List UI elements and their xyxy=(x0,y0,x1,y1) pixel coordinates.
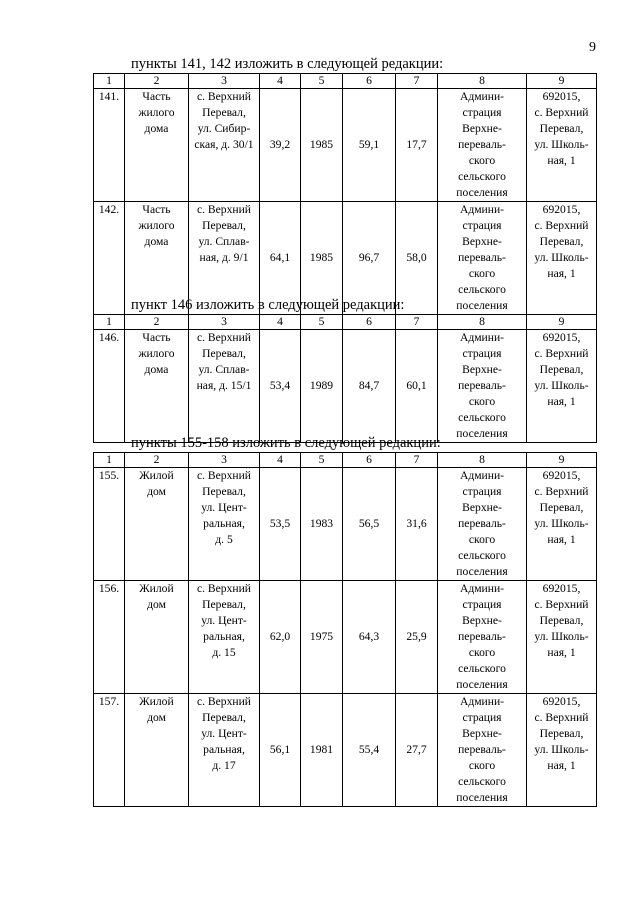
section-heading: пункты 155-158 изложить в следующей редакции: xyxy=(131,435,441,451)
column-number: 5 xyxy=(301,74,343,89)
property-table xyxy=(93,314,597,443)
owner-cell: Админи- страция Верхне- переваль- ского сельского поселения xyxy=(456,331,508,440)
object-type: Жилой дом xyxy=(139,469,174,498)
value-cell: 96,7 xyxy=(358,251,380,264)
owner-address-cell: 692015, с. Верхний Перевал, ул. Школь- ная, 1 xyxy=(534,469,589,546)
year-cell: 1985 xyxy=(309,251,334,264)
object-type: Часть жилого дома xyxy=(138,203,175,248)
object-type: Жилой дом xyxy=(139,695,174,724)
year-cell: 1985 xyxy=(309,138,334,151)
column-number: 3 xyxy=(189,315,260,330)
table-row xyxy=(94,694,597,807)
residual-value-cell: 27,7 xyxy=(406,743,427,756)
column-number: 2 xyxy=(125,315,189,330)
column-number: 9 xyxy=(527,74,597,89)
column-number: 7 xyxy=(396,74,438,89)
row-number: 156. xyxy=(98,582,120,595)
property-table xyxy=(93,452,597,807)
column-number: 4 xyxy=(260,453,301,468)
area-cell: 64,1 xyxy=(269,251,291,264)
owner-cell: Админи- страция Верхне- переваль- ского сельского поселения xyxy=(456,90,508,199)
row-number: 146. xyxy=(98,331,120,344)
column-number: 6 xyxy=(343,74,396,89)
year-cell: 1989 xyxy=(309,379,334,392)
object-address: с. Верхний Перевал, ул. Цент- ральная, д. 5 xyxy=(196,469,252,546)
value-cell: 59,1 xyxy=(358,138,380,151)
year-cell: 1981 xyxy=(309,743,334,756)
column-number: 1 xyxy=(94,453,125,468)
residual-value-cell: 60,1 xyxy=(406,379,427,392)
owner-address-cell: 692015, с. Верхний Перевал, ул. Школь- ная, 1 xyxy=(534,331,589,408)
section-heading: пункт 146 изложить в следующей редакции: xyxy=(131,297,405,313)
year-cell: 1983 xyxy=(309,517,334,530)
residual-value-cell: 17,7 xyxy=(406,138,427,151)
object-type: Часть жилого дома xyxy=(138,90,175,135)
column-number: 6 xyxy=(343,315,396,330)
column-number-row xyxy=(94,315,597,330)
object-address: с. Верхний Перевал, ул. Сплав- ная, д. 15/1 xyxy=(196,331,252,392)
object-type: Жилой дом xyxy=(139,582,174,611)
row-number: 141. xyxy=(98,90,120,103)
owner-address-cell: 692015, с. Верхний Перевал, ул. Школь- ная, 1 xyxy=(534,582,589,659)
table-row xyxy=(94,89,597,202)
object-address: с. Верхний Перевал, ул. Цент- ральная, д. 17 xyxy=(196,695,252,772)
column-number: 3 xyxy=(189,453,260,468)
column-number: 8 xyxy=(438,315,527,330)
object-type: Часть жилого дома xyxy=(138,331,175,376)
table-row xyxy=(94,468,597,581)
column-number: 2 xyxy=(125,453,189,468)
owner-cell: Админи- страция Верхне- переваль- ского сельского поселения xyxy=(456,469,508,578)
column-number-row xyxy=(94,453,597,468)
column-number: 7 xyxy=(396,315,438,330)
owner-address-cell: 692015, с. Верхний Перевал, ул. Школь- ная, 1 xyxy=(534,695,589,772)
column-number: 4 xyxy=(260,74,301,89)
owner-cell: Админи- страция Верхне- переваль- ского сельского поселения xyxy=(456,203,508,312)
column-number: 7 xyxy=(396,453,438,468)
object-address: с. Верхний Перевал, ул. Сибир- ская, д. 30/1 xyxy=(194,90,254,151)
column-number: 6 xyxy=(343,453,396,468)
column-number: 5 xyxy=(301,453,343,468)
value-cell: 84,7 xyxy=(358,379,380,392)
object-address: с. Верхний Перевал, ул. Сплав- ная, д. 9/1 xyxy=(196,203,252,264)
area-cell: 53,4 xyxy=(269,379,291,392)
column-number: 5 xyxy=(301,315,343,330)
column-number: 9 xyxy=(527,315,597,330)
value-cell: 55,4 xyxy=(358,743,380,756)
column-number-row xyxy=(94,74,597,89)
value-cell: 56,5 xyxy=(358,517,380,530)
area-cell: 39,2 xyxy=(269,138,291,151)
column-number: 1 xyxy=(94,74,125,89)
owner-cell: Админи- страция Верхне- переваль- ского сельского поселения xyxy=(456,695,508,804)
column-number: 8 xyxy=(438,74,527,89)
residual-value-cell: 25,9 xyxy=(406,630,427,643)
page-number: 9 xyxy=(589,40,596,55)
column-number: 2 xyxy=(125,74,189,89)
column-number: 1 xyxy=(94,315,125,330)
owner-cell: Админи- страция Верхне- переваль- ского сельского поселения xyxy=(456,582,508,691)
row-number: 155. xyxy=(98,469,120,482)
area-cell: 62,0 xyxy=(269,630,291,643)
object-address: с. Верхний Перевал, ул. Цент- ральная, д. 15 xyxy=(196,582,252,659)
column-number: 3 xyxy=(189,74,260,89)
table-row xyxy=(94,330,597,443)
owner-address-cell: 692015, с. Верхний Перевал, ул. Школь- ная, 1 xyxy=(534,90,589,167)
row-number: 142. xyxy=(98,203,120,216)
residual-value-cell: 58,0 xyxy=(406,251,427,264)
value-cell: 64,3 xyxy=(358,630,380,643)
year-cell: 1975 xyxy=(309,630,334,643)
column-number: 8 xyxy=(438,453,527,468)
section-heading: пункты 141, 142 изложить в следующей редакции: xyxy=(131,56,444,72)
area-cell: 53,5 xyxy=(269,517,291,530)
row-number: 157. xyxy=(98,695,120,708)
owner-address-cell: 692015, с. Верхний Перевал, ул. Школь- ная, 1 xyxy=(534,203,589,280)
area-cell: 56,1 xyxy=(269,743,291,756)
residual-value-cell: 31,6 xyxy=(406,517,427,530)
column-number: 4 xyxy=(260,315,301,330)
column-number: 9 xyxy=(527,453,597,468)
table-row xyxy=(94,581,597,694)
property-table xyxy=(93,73,597,315)
